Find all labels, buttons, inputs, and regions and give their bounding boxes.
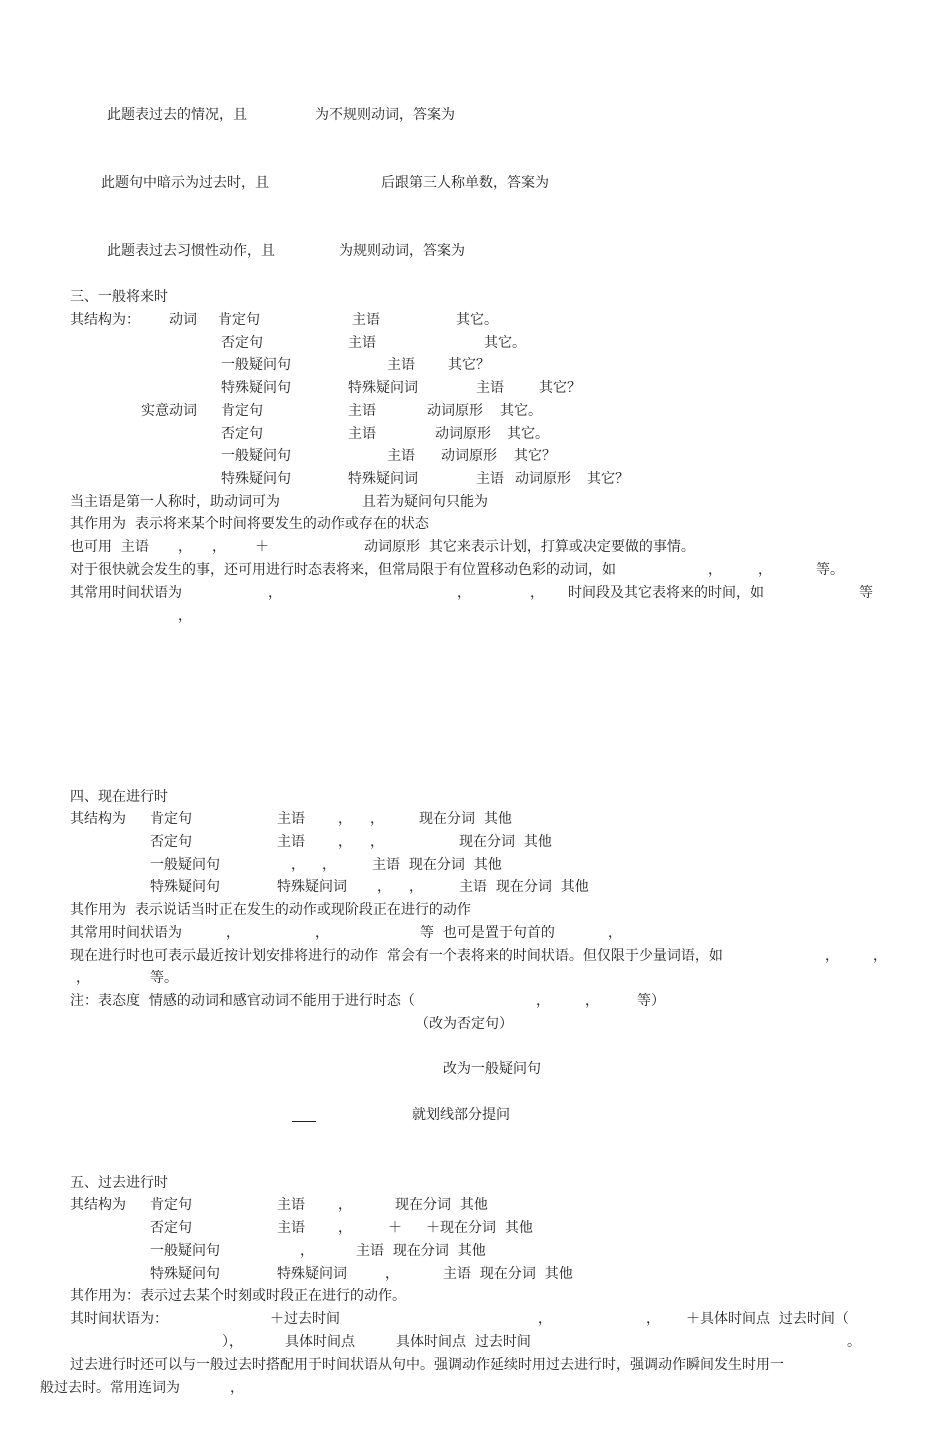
special-word-cell: 特殊疑问词 — [277, 1266, 347, 1282]
subject-cell: 主语 — [348, 335, 376, 351]
base-form-cell: 动词原形 — [435, 426, 491, 442]
subject-cell: 主语 — [277, 834, 305, 850]
punct: ＋ — [255, 539, 269, 555]
alt-line-b: 动词原形 其它来表示计划，打算或决定要做的事情。 — [364, 539, 695, 555]
special-word-cell: 特殊疑问词 — [348, 380, 418, 396]
structure-label: 其结构为 — [70, 811, 126, 827]
time-line: 其常用时间状语为 — [70, 925, 182, 941]
quick-line: 对于很快就会发生的事，还可用进行时态表将来，但常局限于有位置移动色彩的动词，如 — [70, 562, 616, 578]
punct: 。 — [847, 1334, 861, 1350]
punct: ， — [825, 948, 839, 964]
punct: ， — [585, 993, 599, 1009]
subject-cell: 主语 — [277, 811, 305, 827]
time-etc: 等 也可是置于句首的 — [420, 925, 555, 941]
punct: ， — [338, 1197, 352, 1213]
row-label: 否定句 — [150, 1220, 192, 1236]
structure-label: 其结构为 — [70, 1197, 126, 1213]
function-line: 其作用为：表示过去某个时刻或时段正在进行的动作。 — [70, 1288, 406, 1304]
other-cell: 其它？ — [539, 380, 581, 396]
section-heading-future: 三、一般将来时 — [70, 289, 168, 305]
verb-main-label: 实意动词 — [141, 403, 197, 419]
time-line-b: 时间段及其它表将来的时间，如 — [568, 585, 764, 601]
punct: ， — [370, 834, 384, 850]
time-line-b: ＋过去时间 — [270, 1311, 340, 1327]
row-label: 一般疑问句 — [150, 1243, 220, 1259]
note-2a: 此题句中暗示为过去时，且 — [101, 175, 269, 191]
special-word-cell: 特殊疑问词 — [277, 879, 347, 895]
participle-cell: 现在分词 其他 — [459, 834, 552, 850]
row-label: 否定句 — [221, 335, 263, 351]
time-line-a: 其时间状语为： — [70, 1311, 168, 1327]
subject-cell: 主语 — [387, 357, 415, 373]
paragraph-line-1: 过去进行时还可以与一般过去时搭配用于时间状语从句中。强调动作延续时用过去进行时，强调动作瞬间发生时用一 — [70, 1357, 784, 1373]
punct: ， — [608, 925, 622, 941]
row-label: 一般疑问句 — [221, 357, 291, 373]
participle-cell: 主语 现在分词 其他 — [459, 879, 589, 895]
function-line: 其作用为 表示说话当时正在发生的动作或现阶段正在进行的动作 — [70, 902, 471, 918]
other-cell: 其它？ — [587, 471, 629, 487]
base-form-cell: 动词原形 — [427, 403, 483, 419]
punct: ＋ — [388, 1220, 402, 1236]
exercise-question: 改为一般疑问句 — [443, 1061, 541, 1077]
participle-cell: 主语 现在分词 其他 — [356, 1243, 486, 1259]
punct: ， — [291, 857, 305, 873]
subject-cell: 主语 — [387, 448, 415, 464]
row-label: 否定句 — [221, 426, 263, 442]
other-cell: 其它？ — [448, 357, 490, 373]
row-label: 肯定句 — [221, 403, 263, 419]
other-cell: 其它。 — [456, 312, 498, 328]
punct: ， — [385, 1266, 399, 1282]
subject-cell: 主语 — [277, 1220, 305, 1236]
note-line: 注：表态度 情感的动词和感官动词不能用于进行时态（ — [70, 993, 415, 1009]
underline-blank — [292, 1121, 316, 1122]
exercise-ask: 就划线部分提问 — [412, 1107, 510, 1123]
punct: ， — [178, 539, 192, 555]
note-1b: 为不规则动词，答案为 — [315, 107, 455, 123]
time-line-c: ＋具体时间点 过去时间（ — [686, 1311, 849, 1327]
participle-cell: 主语 现在分词 其他 — [443, 1266, 573, 1282]
participle-cell: 主语 现在分词 其他 — [372, 857, 502, 873]
row-label: 肯定句 — [150, 811, 192, 827]
row-label: 一般疑问句 — [150, 857, 220, 873]
structure-label: 其结构为： — [70, 312, 140, 328]
row-label: 肯定句 — [218, 312, 260, 328]
subject-cell: 主语 — [476, 380, 504, 396]
verb-aux-label: 动词 — [169, 312, 197, 328]
punct: ， — [708, 562, 722, 578]
section-heading-present-continuous: 四、现在进行时 — [70, 789, 168, 805]
punct: ， — [315, 925, 329, 941]
punct: ， — [646, 1311, 660, 1327]
note-etc: 等） — [637, 993, 665, 1009]
row-label: 一般疑问句 — [221, 448, 291, 464]
note-1a: 此题表过去的情况，且 — [107, 107, 247, 123]
punct: ， — [230, 1380, 244, 1396]
punct: ， — [212, 539, 226, 555]
row-label: 特殊疑问句 — [150, 879, 220, 895]
other-cell: 其它。 — [500, 403, 542, 419]
function-line: 其作用为 表示将来某个时间将要发生的动作或存在的状态 — [70, 516, 429, 532]
time-line-d: ）， — [222, 1334, 243, 1350]
subject-cell: 主语 — [348, 403, 376, 419]
punct: ， — [226, 925, 240, 941]
punct: ， — [178, 608, 192, 624]
punct: ， — [322, 857, 336, 873]
time-line-e: 具体时间点 — [285, 1334, 355, 1350]
punct: ， — [758, 562, 772, 578]
participle-cell: 现在分词 其他 — [419, 811, 512, 827]
note-3b: 为规则动词，答案为 — [339, 243, 465, 259]
other-cell: 其它？ — [514, 448, 556, 464]
punct: ， — [873, 948, 887, 964]
note-3a: 此题表过去习惯性动作，且 — [107, 243, 275, 259]
punct: ， — [76, 970, 90, 986]
special-word-cell: 特殊疑问词 — [348, 471, 418, 487]
punct: 等 — [859, 585, 873, 601]
punct: ， — [268, 585, 282, 601]
row-label: 特殊疑问句 — [150, 1266, 220, 1282]
other-cell: 其它。 — [484, 335, 526, 351]
punct: ， — [538, 1311, 552, 1327]
punct: ， — [530, 585, 544, 601]
punct: ， — [338, 811, 352, 827]
base-form-cell: 动词原形 — [441, 448, 497, 464]
punct: ， — [409, 879, 423, 895]
base-form-cell: 动词原形 — [515, 471, 571, 487]
paragraph-line-2: 般过去时。常用连词为 — [40, 1380, 180, 1396]
row-label: 肯定句 — [150, 1197, 192, 1213]
row-label: 特殊疑问句 — [221, 471, 291, 487]
punct: ， — [370, 811, 384, 827]
row-label: 特殊疑问句 — [221, 380, 291, 396]
participle-cell: ＋现在分词 其他 — [426, 1220, 533, 1236]
punct: ， — [338, 834, 352, 850]
subject-cell: 主语 — [277, 1197, 305, 1213]
future-use-line: 现在进行时也可表示最近按计划安排将进行的动作 常会有一个表将来的时间状语。但仅限于少量词语，如 — [70, 948, 723, 964]
exercise-negative: （改为否定句） — [415, 1016, 513, 1032]
time-line-f: 具体时间点 过去时间 — [396, 1334, 531, 1350]
time-line-a: 其常用时间状语为 — [70, 585, 182, 601]
first-person-note-b: 且若为疑问句只能为 — [362, 494, 488, 510]
note-2b: 后跟第三人称单数，答案为 — [381, 175, 549, 191]
punct: ， — [377, 879, 391, 895]
subject-cell: 主语 — [352, 312, 380, 328]
subject-cell: 主语 — [476, 471, 504, 487]
section-heading-past-continuous: 五、过去进行时 — [70, 1175, 168, 1191]
punct: 等。 — [816, 562, 844, 578]
first-person-note-a: 当主语是第一人称时，助动词可为 — [70, 494, 280, 510]
participle-cell: 现在分词 其他 — [395, 1197, 488, 1213]
alt-line-a: 也可用 主语 — [70, 539, 149, 555]
row-label: 否定句 — [150, 834, 192, 850]
punct: ， — [338, 1220, 352, 1236]
punct: ， — [457, 585, 471, 601]
etc-line: 等。 — [150, 970, 178, 986]
punct: ， — [300, 1243, 314, 1259]
punct: ， — [536, 993, 550, 1009]
other-cell: 其它。 — [507, 426, 549, 442]
subject-cell: 主语 — [348, 426, 376, 442]
